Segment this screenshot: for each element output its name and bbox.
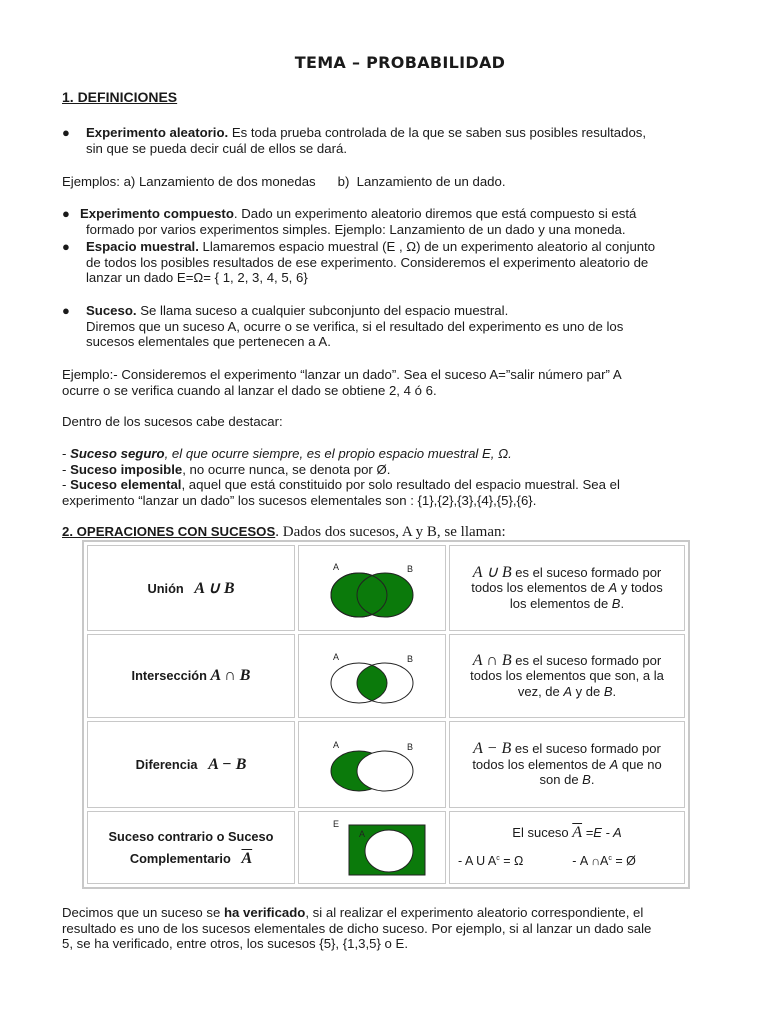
venn-difference-diagram xyxy=(307,728,437,798)
text: que no xyxy=(618,756,662,772)
text: vez, de xyxy=(517,683,564,699)
section1-heading: 1. DEFINICIONES xyxy=(62,89,178,105)
text: 5, se ha verificado, entre otros, los sucesos {5}, {1,3,5} o E. xyxy=(62,936,409,952)
bullet: ● xyxy=(62,303,70,318)
section2-heading xyxy=(62,524,702,541)
text: resultado es uno de los sucesos elementales de dicho suceso. Por ejemplo, si al lanzar un dado sale xyxy=(62,920,652,936)
text: , si al realizar el experimento aleatorio correspondiente, el xyxy=(305,905,644,920)
op-name-cell xyxy=(87,721,295,808)
text: Llamaremos espacio muestral (E , Ω) de un experimento aleatorio al conjunto xyxy=(198,239,656,254)
text: y todos xyxy=(617,580,663,596)
text: todos los elementos de xyxy=(471,580,609,596)
op-description xyxy=(449,811,685,884)
label-b: B xyxy=(407,653,414,664)
text: Diremos que un suceso A, ocurre o se verifica, si el resultado del experimento es uno de los xyxy=(86,318,624,334)
text: A xyxy=(563,683,573,699)
text: Se llama suceso a cualquier subconjunto del espacio muestral. xyxy=(136,303,509,318)
text: es el suceso formado por xyxy=(511,741,661,757)
op-symbol: $\overline{A}$ xyxy=(241,849,253,867)
text: B xyxy=(582,772,591,788)
venn-intersection-diagram xyxy=(307,640,437,710)
union-identity xyxy=(458,854,523,868)
text: lanzar un dado E=Ω= { 1, 2, 3, 4, 5, 6} xyxy=(86,270,308,286)
term: Espacio muestral. xyxy=(86,239,199,254)
op-symbol: A ∩ B xyxy=(210,667,251,684)
text: y de xyxy=(572,683,604,699)
op-name: Complementario xyxy=(129,850,231,866)
text: B xyxy=(611,595,621,611)
destacar: Dentro de los sucesos cabe destacar: xyxy=(62,414,283,429)
text: El suceso xyxy=(512,825,573,841)
desc-symbol: A − B xyxy=(473,740,512,758)
heading: 2. OPERACIONES CON SUCESOS xyxy=(62,524,276,539)
text: = Ω xyxy=(499,854,524,869)
text: . xyxy=(612,683,617,699)
label-a: A xyxy=(333,651,340,662)
text: Ejemplo:- Consideremos el experimento “lanzar un dado”. Sea el suceso A=”salir número par” A xyxy=(62,367,622,382)
op-name: Suceso contrario o Suceso xyxy=(108,828,274,844)
venn-cell xyxy=(298,634,446,718)
term: Suceso. xyxy=(86,303,137,318)
text: =E - A xyxy=(582,825,622,841)
op-name: Intersección xyxy=(131,668,207,683)
dash: - xyxy=(62,461,71,477)
op-name: Diferencia xyxy=(135,756,198,772)
op-description xyxy=(449,721,685,808)
label-a: A xyxy=(333,740,340,750)
venn-cell xyxy=(298,811,446,884)
def-experimento-compuesto xyxy=(80,206,710,237)
text: . Dado un experimento aleatorio diremos que está compuesto si está xyxy=(233,206,637,221)
table-row xyxy=(87,634,685,718)
label-b: B xyxy=(407,563,414,574)
text: sucesos elementales que pertenecen a A. xyxy=(86,334,331,350)
venn-complement-diagram xyxy=(307,813,437,879)
bullet: ● xyxy=(62,206,70,221)
def-experimento-aleatorio xyxy=(86,125,706,156)
desc-symbol: $\overline{A}$ xyxy=(572,824,583,842)
table-row xyxy=(87,811,685,884)
op-name-cell xyxy=(87,811,295,884)
table-row xyxy=(87,721,685,808)
dash: - xyxy=(62,477,71,493)
term: ha verificado xyxy=(224,905,306,920)
term: Suceso elemental xyxy=(70,477,182,493)
text: A xyxy=(608,580,618,596)
operations-table xyxy=(82,540,690,889)
text: los elementos de xyxy=(509,595,612,611)
text: es el suceso formado por xyxy=(511,564,662,580)
op-description xyxy=(449,545,685,631)
ejemplo-suceso xyxy=(62,367,702,398)
text: A xyxy=(609,756,619,772)
def-suceso xyxy=(86,303,716,350)
text: - A ∩A xyxy=(572,854,609,869)
label-b: B xyxy=(407,742,414,752)
text: , aquel que está constituido por solo resultado del espacio muestral. Sea el xyxy=(181,477,620,493)
bullet: ● xyxy=(62,125,70,140)
dash: - xyxy=(62,446,71,461)
op-name-cell xyxy=(87,634,295,718)
text: Decimos que un suceso se xyxy=(62,905,224,920)
label-a: A xyxy=(333,561,340,572)
label-e: E xyxy=(333,819,340,829)
venn-cell xyxy=(298,545,446,631)
text: . xyxy=(590,772,595,788)
ejemplos: Ejemplos: a) Lanzamiento de dos monedas b) Lanzamiento de un dado. xyxy=(62,174,506,189)
text: experimento “lanzar un dado” los sucesos elementales son : {1},{2},{3},{4},{5},{6}. xyxy=(62,492,537,508)
sup: c xyxy=(496,854,500,862)
text: sin que se pueda decir cuál de ellos se dará. xyxy=(86,140,347,156)
venn-cell xyxy=(298,721,446,808)
desc-symbol: A ∪ B xyxy=(472,563,512,581)
bullet: ● xyxy=(62,239,70,254)
text: = Ø xyxy=(611,854,636,869)
text: , no ocurre nunca, se denota por Ø. xyxy=(182,461,391,477)
intersection-identity xyxy=(572,854,636,868)
text: todos los elementos que son, a la xyxy=(470,668,664,684)
text: formado por varios experimentos simples. Ejemplo: Lanzamiento de un dado y una moneda. xyxy=(86,221,626,237)
heading-tail: . Dados dos sucesos, A y B, se llaman: xyxy=(275,524,506,540)
term: Suceso seguro xyxy=(70,446,165,461)
op-name: Unión xyxy=(147,581,184,596)
text: todos los elementos de xyxy=(472,756,610,772)
term: Suceso imposible xyxy=(70,461,183,477)
label-a: A xyxy=(359,829,366,839)
text: de todos los posibles resultados de ese experimento. Consideremos el experimento aleatorio de xyxy=(86,254,649,270)
venn-union-diagram xyxy=(307,552,437,622)
op-symbol: A ∪ B xyxy=(194,580,235,597)
sup: c xyxy=(608,854,612,862)
def-espacio-muestral xyxy=(86,239,716,286)
table-row xyxy=(87,545,685,631)
text: , el que ocurre siempre, es el propio espacio muestral E, Ω. xyxy=(164,446,512,461)
page-title: TEMA – PROBABILIDAD xyxy=(294,53,506,72)
text: - A U A xyxy=(458,854,497,869)
text: es el suceso formado por xyxy=(511,652,662,668)
op-description xyxy=(449,634,685,718)
text: ocurre o se verifica cuando al lanzar el dado se obtiene 2, 4 ó 6. xyxy=(62,382,437,398)
op-name-cell xyxy=(87,545,295,631)
text: son de xyxy=(539,772,583,788)
text: B xyxy=(603,683,613,699)
desc-symbol: A ∩ B xyxy=(472,651,512,669)
closing-paragraph xyxy=(62,905,702,952)
set-b-circle xyxy=(357,751,413,791)
set-b-circle xyxy=(357,573,413,617)
text: . xyxy=(620,595,625,611)
set-a-circle xyxy=(365,830,413,872)
term: Experimento compuesto xyxy=(80,206,234,221)
tipos-sucesos xyxy=(62,446,702,508)
op-symbol: A − B xyxy=(208,755,247,773)
text: Es toda prueba controlada de la que se saben sus posibles resultados, xyxy=(228,125,647,140)
term: Experimento aleatorio. xyxy=(86,125,229,140)
